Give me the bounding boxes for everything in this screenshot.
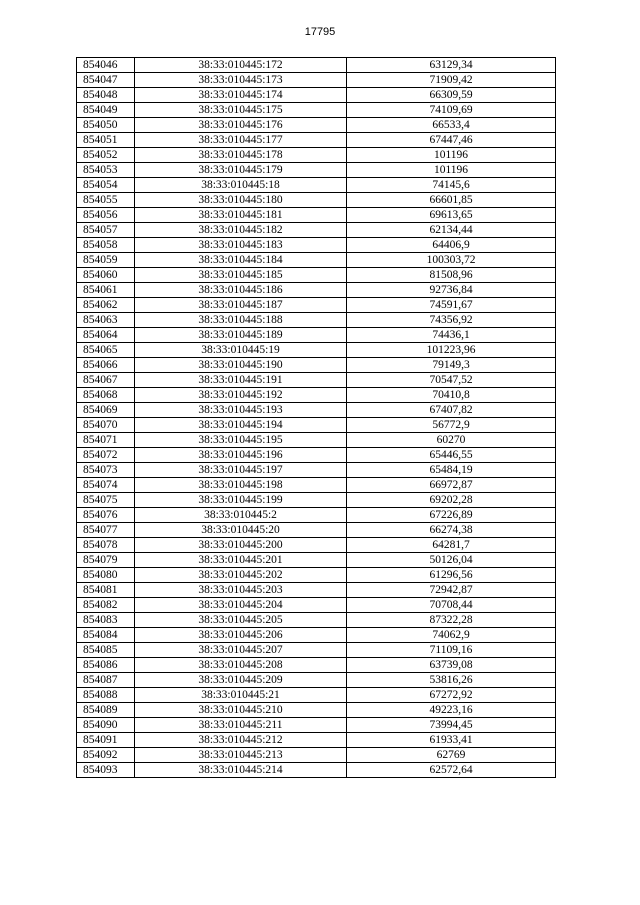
cadastral-number-cell: 38:33:010445:19	[135, 343, 347, 358]
table-row	[77, 688, 556, 703]
row-number-cell: 854081	[77, 583, 135, 598]
row-number-cell: 854055	[77, 193, 135, 208]
value-cell: 49223,16	[347, 703, 556, 718]
value-cell: 66972,87	[347, 478, 556, 493]
row-number-cell: 854054	[77, 178, 135, 193]
cadastral-number-cell: 38:33:010445:194	[135, 418, 347, 433]
row-number-cell: 854074	[77, 478, 135, 493]
table-row	[77, 178, 556, 193]
table-row	[77, 463, 556, 478]
value-cell: 73994,45	[347, 718, 556, 733]
table-row	[77, 238, 556, 253]
cadastral-number-cell: 38:33:010445:208	[135, 658, 347, 673]
row-number-cell: 854064	[77, 328, 135, 343]
cadastral-number-cell: 38:33:010445:21	[135, 688, 347, 703]
value-cell: 61296,56	[347, 568, 556, 583]
cadastral-number-cell: 38:33:010445:203	[135, 583, 347, 598]
row-number-cell: 854049	[77, 103, 135, 118]
cadastral-number-cell: 38:33:010445:178	[135, 148, 347, 163]
row-number-cell: 854071	[77, 433, 135, 448]
value-cell: 66601,85	[347, 193, 556, 208]
table-row	[77, 568, 556, 583]
table-row	[77, 643, 556, 658]
value-cell: 74109,69	[347, 103, 556, 118]
value-cell: 69202,28	[347, 493, 556, 508]
row-number-cell: 854060	[77, 268, 135, 283]
value-cell: 81508,96	[347, 268, 556, 283]
cadastral-number-cell: 38:33:010445:183	[135, 238, 347, 253]
row-number-cell: 854078	[77, 538, 135, 553]
table-body	[77, 58, 556, 778]
cadastral-number-cell: 38:33:010445:187	[135, 298, 347, 313]
table-row	[77, 373, 556, 388]
table-row	[77, 163, 556, 178]
value-cell: 67447,46	[347, 133, 556, 148]
cadastral-number-cell: 38:33:010445:201	[135, 553, 347, 568]
value-cell: 63739,08	[347, 658, 556, 673]
data-table	[76, 57, 556, 778]
value-cell: 70708,44	[347, 598, 556, 613]
value-cell: 74591,67	[347, 298, 556, 313]
table-row	[77, 673, 556, 688]
table-row	[77, 583, 556, 598]
value-cell: 53816,26	[347, 673, 556, 688]
table-row	[77, 613, 556, 628]
value-cell: 64406,9	[347, 238, 556, 253]
value-cell: 92736,84	[347, 283, 556, 298]
table-row	[77, 148, 556, 163]
value-cell: 74145,6	[347, 178, 556, 193]
value-cell: 70547,52	[347, 373, 556, 388]
cadastral-number-cell: 38:33:010445:181	[135, 208, 347, 223]
cadastral-number-cell: 38:33:010445:185	[135, 268, 347, 283]
cadastral-number-cell: 38:33:010445:172	[135, 58, 347, 73]
table-row	[77, 283, 556, 298]
table-row	[77, 193, 556, 208]
table-row	[77, 658, 556, 673]
value-cell: 70410,8	[347, 388, 556, 403]
row-number-cell: 854086	[77, 658, 135, 673]
table-row	[77, 328, 556, 343]
table-row	[77, 433, 556, 448]
table-row	[77, 208, 556, 223]
cadastral-number-cell: 38:33:010445:18	[135, 178, 347, 193]
cadastral-number-cell: 38:33:010445:173	[135, 73, 347, 88]
table-row	[77, 403, 556, 418]
table-row	[77, 133, 556, 148]
table-row	[77, 343, 556, 358]
value-cell: 74062,9	[347, 628, 556, 643]
cadastral-number-cell: 38:33:010445:213	[135, 748, 347, 763]
row-number-cell: 854077	[77, 523, 135, 538]
table-row	[77, 388, 556, 403]
row-number-cell: 854069	[77, 403, 135, 418]
value-cell: 66533,4	[347, 118, 556, 133]
value-cell: 61933,41	[347, 733, 556, 748]
row-number-cell: 854062	[77, 298, 135, 313]
value-cell: 71909,42	[347, 73, 556, 88]
row-number-cell: 854072	[77, 448, 135, 463]
cadastral-number-cell: 38:33:010445:198	[135, 478, 347, 493]
row-number-cell: 854063	[77, 313, 135, 328]
table-row	[77, 418, 556, 433]
row-number-cell: 854058	[77, 238, 135, 253]
table-row	[77, 523, 556, 538]
cadastral-number-cell: 38:33:010445:2	[135, 508, 347, 523]
value-cell: 101196	[347, 163, 556, 178]
cadastral-number-cell: 38:33:010445:204	[135, 598, 347, 613]
cadastral-number-cell: 38:33:010445:193	[135, 403, 347, 418]
value-cell: 71109,16	[347, 643, 556, 658]
table-row	[77, 718, 556, 733]
table-row	[77, 478, 556, 493]
table-row	[77, 538, 556, 553]
value-cell: 64281,7	[347, 538, 556, 553]
row-number-cell: 854059	[77, 253, 135, 268]
cadastral-number-cell: 38:33:010445:175	[135, 103, 347, 118]
value-cell: 65446,55	[347, 448, 556, 463]
cadastral-number-cell: 38:33:010445:186	[135, 283, 347, 298]
cadastral-number-cell: 38:33:010445:197	[135, 463, 347, 478]
table-row	[77, 763, 556, 778]
cadastral-number-cell: 38:33:010445:207	[135, 643, 347, 658]
value-cell: 63129,34	[347, 58, 556, 73]
value-cell: 66309,59	[347, 88, 556, 103]
row-number-cell: 854084	[77, 628, 135, 643]
table-row	[77, 223, 556, 238]
row-number-cell: 854052	[77, 148, 135, 163]
cadastral-number-cell: 38:33:010445:188	[135, 313, 347, 328]
value-cell: 67226,89	[347, 508, 556, 523]
value-cell: 56772,9	[347, 418, 556, 433]
value-cell: 67272,92	[347, 688, 556, 703]
row-number-cell: 854089	[77, 703, 135, 718]
row-number-cell: 854083	[77, 613, 135, 628]
cadastral-number-cell: 38:33:010445:20	[135, 523, 347, 538]
row-number-cell: 854056	[77, 208, 135, 223]
cadastral-number-cell: 38:33:010445:174	[135, 88, 347, 103]
value-cell: 101196	[347, 148, 556, 163]
row-number-cell: 854050	[77, 118, 135, 133]
cadastral-number-cell: 38:33:010445:200	[135, 538, 347, 553]
cadastral-number-cell: 38:33:010445:212	[135, 733, 347, 748]
cadastral-number-cell: 38:33:010445:195	[135, 433, 347, 448]
row-number-cell: 854065	[77, 343, 135, 358]
value-cell: 50126,04	[347, 553, 556, 568]
cadastral-number-cell: 38:33:010445:182	[135, 223, 347, 238]
row-number-cell: 854091	[77, 733, 135, 748]
table-row	[77, 268, 556, 283]
page-number: 17795	[304, 26, 336, 38]
row-number-cell: 854080	[77, 568, 135, 583]
table-row	[77, 598, 556, 613]
row-number-cell: 854047	[77, 73, 135, 88]
row-number-cell: 854061	[77, 283, 135, 298]
value-cell: 62572,64	[347, 763, 556, 778]
row-number-cell: 854048	[77, 88, 135, 103]
value-cell: 62134,44	[347, 223, 556, 238]
row-number-cell: 854067	[77, 373, 135, 388]
cadastral-number-cell: 38:33:010445:210	[135, 703, 347, 718]
row-number-cell: 854068	[77, 388, 135, 403]
table-row	[77, 553, 556, 568]
cadastral-number-cell: 38:33:010445:206	[135, 628, 347, 643]
table-row	[77, 253, 556, 268]
value-cell: 62769	[347, 748, 556, 763]
table-row	[77, 748, 556, 763]
cadastral-number-cell: 38:33:010445:202	[135, 568, 347, 583]
table-row	[77, 448, 556, 463]
table-row	[77, 628, 556, 643]
cadastral-number-cell: 38:33:010445:191	[135, 373, 347, 388]
row-number-cell: 854087	[77, 673, 135, 688]
row-number-cell: 854076	[77, 508, 135, 523]
value-cell: 100303,72	[347, 253, 556, 268]
table-row	[77, 298, 556, 313]
row-number-cell: 854092	[77, 748, 135, 763]
cadastral-number-cell: 38:33:010445:180	[135, 193, 347, 208]
cadastral-number-cell: 38:33:010445:196	[135, 448, 347, 463]
row-number-cell: 854093	[77, 763, 135, 778]
value-cell: 101223,96	[347, 343, 556, 358]
row-number-cell: 854088	[77, 688, 135, 703]
table-row	[77, 703, 556, 718]
cadastral-number-cell: 38:33:010445:179	[135, 163, 347, 178]
row-number-cell: 854090	[77, 718, 135, 733]
value-cell: 60270	[347, 433, 556, 448]
value-cell: 72942,87	[347, 583, 556, 598]
table-row	[77, 493, 556, 508]
cadastral-number-cell: 38:33:010445:189	[135, 328, 347, 343]
cadastral-number-cell: 38:33:010445:184	[135, 253, 347, 268]
cadastral-number-cell: 38:33:010445:190	[135, 358, 347, 373]
row-number-cell: 854046	[77, 58, 135, 73]
table-row	[77, 88, 556, 103]
row-number-cell: 854082	[77, 598, 135, 613]
cadastral-number-cell: 38:33:010445:214	[135, 763, 347, 778]
table-row	[77, 103, 556, 118]
value-cell: 74436,1	[347, 328, 556, 343]
row-number-cell: 854051	[77, 133, 135, 148]
row-number-cell: 854073	[77, 463, 135, 478]
value-cell: 69613,65	[347, 208, 556, 223]
table-row	[77, 508, 556, 523]
value-cell: 67407,82	[347, 403, 556, 418]
cadastral-number-cell: 38:33:010445:209	[135, 673, 347, 688]
table-row	[77, 73, 556, 88]
table-row	[77, 358, 556, 373]
cadastral-number-cell: 38:33:010445:177	[135, 133, 347, 148]
table-row	[77, 58, 556, 73]
cadastral-number-cell: 38:33:010445:199	[135, 493, 347, 508]
cadastral-number-cell: 38:33:010445:176	[135, 118, 347, 133]
row-number-cell: 854053	[77, 163, 135, 178]
value-cell: 74356,92	[347, 313, 556, 328]
table-row	[77, 118, 556, 133]
cadastral-number-cell: 38:33:010445:192	[135, 388, 347, 403]
row-number-cell: 854075	[77, 493, 135, 508]
row-number-cell: 854079	[77, 553, 135, 568]
cadastral-number-cell: 38:33:010445:205	[135, 613, 347, 628]
table-row	[77, 733, 556, 748]
value-cell: 79149,3	[347, 358, 556, 373]
row-number-cell: 854057	[77, 223, 135, 238]
value-cell: 66274,38	[347, 523, 556, 538]
value-cell: 87322,28	[347, 613, 556, 628]
table-row	[77, 313, 556, 328]
value-cell: 65484,19	[347, 463, 556, 478]
row-number-cell: 854070	[77, 418, 135, 433]
cadastral-number-cell: 38:33:010445:211	[135, 718, 347, 733]
row-number-cell: 854066	[77, 358, 135, 373]
row-number-cell: 854085	[77, 643, 135, 658]
